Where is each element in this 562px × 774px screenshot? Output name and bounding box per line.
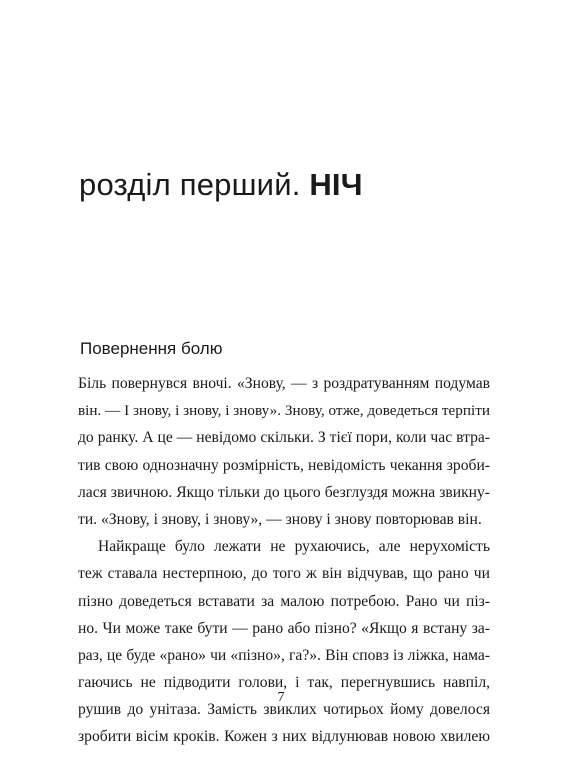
text-line: зробити вісім кроків. Кожен з них відлунював новою хвилею: [78, 728, 490, 746]
text-line: Найкраще було лежати не рухаючись, але нерухомість: [98, 538, 490, 556]
text-line: він. — І знову, і знову, і знову». Знову, отже, доведеться терпіти: [78, 402, 490, 420]
text-line: тив свою однозначну розмірність, невідомість чекання зроби-: [78, 456, 490, 474]
text-line: лася звичною. Якщо тільки до цього безглуздя можна звикну-: [78, 483, 490, 501]
chapter-name: НІЧ: [309, 167, 363, 202]
chapter-prefix: розділ перший.: [79, 167, 310, 202]
text-line: пізно доведеться вставати за малою потребою. Рано чи піз-: [78, 592, 490, 610]
text-line: но. Чи може таке бути — рано або пізно? «Якщо я встану за-: [78, 619, 490, 637]
section-title: Повернення болю: [80, 339, 223, 358]
text-line: Біль повернувся вночі. «Знову, — з роздратуванням подумав: [78, 375, 490, 392]
text-line: гаючись не підводити голови, і так, перегнувшись навпіл,: [78, 674, 490, 692]
text-line: раз, це буде «рано» чи «пізно», га?». Він сповз із ліжка, нама-: [78, 646, 490, 664]
page-number: 7: [277, 690, 285, 705]
text-line: ти. «Знову, і знову, і знову», — знову і знову повторював він.: [78, 510, 482, 528]
text-line: теж ставала нестерпною, до того ж він відчував, що рано чи: [78, 565, 490, 583]
text-line: до ранку. А це — невідомо скільки. З тієї пори, коли час втра-: [78, 429, 490, 447]
chapter-title: [79, 166, 363, 203]
text-line: рушив до унітаза. Замість звиклих чотирьох йому довелося: [78, 701, 490, 719]
